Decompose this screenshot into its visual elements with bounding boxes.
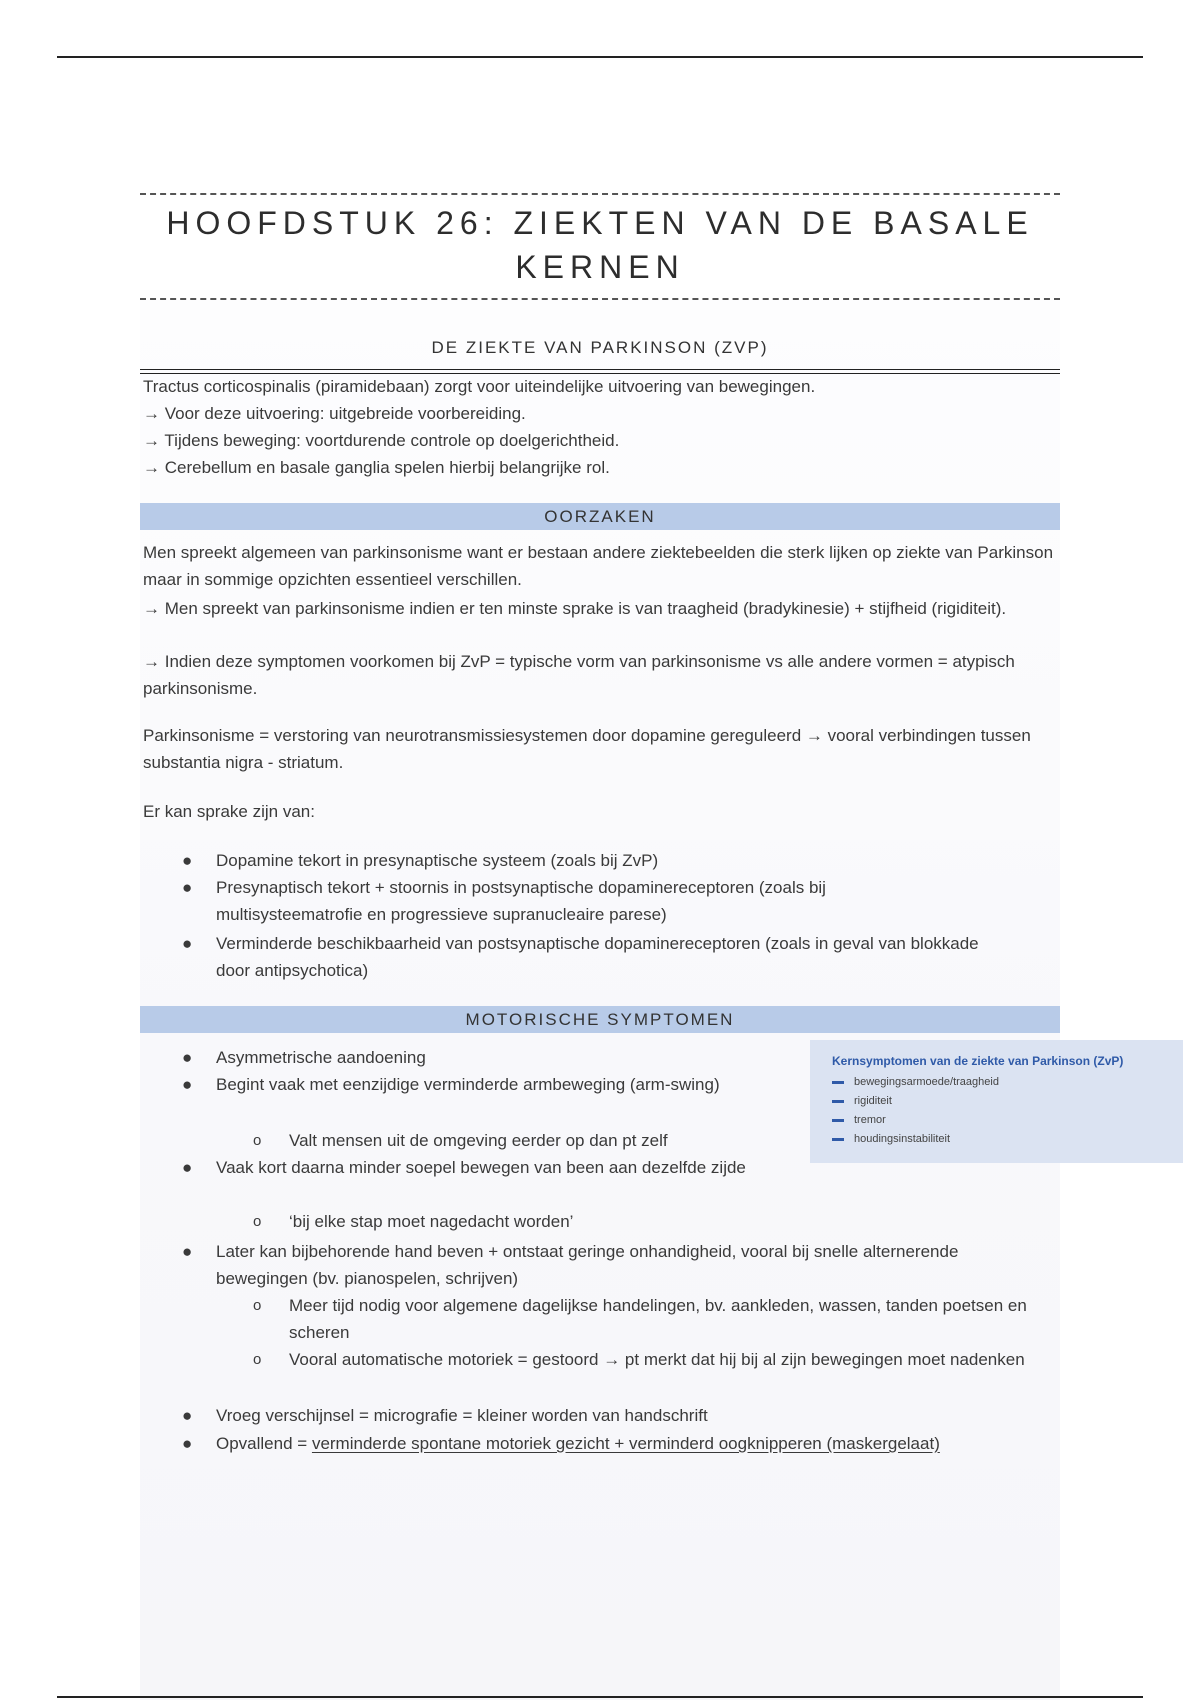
oorzaken-paragraph-5: Er kan sprake zijn van: xyxy=(143,802,315,821)
oorzaken-bullet-2: Presynaptisch tekort + stoornis in postsynaptische dopaminereceptoren (zoals bij multisysteematrofie en progressieve supranucleaire parese) xyxy=(216,878,826,924)
bullet-dot: ● xyxy=(182,1048,193,1067)
motor-bullet-5: Vroeg verschijnsel = micrografie = kleiner worden van handschrift xyxy=(216,1406,708,1425)
motor-bullet-2-sub: Valt mensen uit de omgeving eerder op dan pt zelf xyxy=(289,1131,668,1150)
intro-line-2: → Voor deze uitvoering: uitgebreide voorbereiding. xyxy=(143,404,526,423)
bullet-dot: ● xyxy=(182,1158,193,1177)
bullet-dot: ● xyxy=(182,1434,193,1453)
bullet-dot: ● xyxy=(182,934,193,953)
sub-bullet-circle: o xyxy=(253,1132,262,1149)
motorische-symptomen-heading: MOTORISCHE SYMPTOMEN xyxy=(140,1006,1060,1033)
bottom-rule xyxy=(57,1696,1143,1698)
section-heading: DE ZIEKTE VAN PARKINSON (ZVP) xyxy=(431,338,769,357)
sub-bullet-circle: o xyxy=(253,1351,262,1368)
top-rule xyxy=(57,56,1143,58)
intro-line-1: Tractus corticospinalis (piramidebaan) zorgt voor uiteindelijke uitvoering van bewegingen. xyxy=(143,377,816,396)
kernsymptomen-item xyxy=(832,1133,950,1145)
motor-bullet-3: Vaak kort daarna minder soepel bewegen van been aan dezelfde zijde xyxy=(216,1158,746,1177)
bullet-dot: ● xyxy=(182,1242,193,1261)
motor-bullet-4-sub-2: Vooral automatische motoriek = gestoord → pt merkt dat hij bij al zijn bewegingen moet nadenken xyxy=(289,1350,1025,1369)
title-block xyxy=(140,193,1060,300)
oorzaken-heading: OORZAKEN xyxy=(140,503,1060,530)
oorzaken-paragraph-4: Parkinsonisme = verstoring van neurotransmissiesystemen door dopamine gereguleerd → vooral verbindingen tussen substantia nigra - striatum. xyxy=(143,726,1031,772)
motor-bullet-6 xyxy=(216,1430,1056,1457)
kernsymptomen-item xyxy=(832,1076,999,1088)
oorzaken-paragraph-1: Men spreekt algemeen van parkinsonisme want er bestaan andere ziektebeelden die sterk lijken op ziekte van Parkinson maar in sommige opzichten essentieel verschillen. xyxy=(143,543,1054,589)
dash-icon xyxy=(832,1138,844,1141)
intro-line-3: → Tijdens beweging: voortdurende controle op doelgerichtheid. xyxy=(143,431,620,450)
bullet-dot: ● xyxy=(182,1406,193,1425)
dash-icon xyxy=(832,1119,844,1122)
oorzaken-bullet-1: Dopamine tekort in presynaptische systeem (zoals bij ZvP) xyxy=(216,851,659,870)
motor-bullet-4-sub-1: Meer tijd nodig voor algemene dagelijkse handelingen, bv. aankleden, wassen, tanden poetsen en scheren xyxy=(289,1296,1027,1342)
sub-bullet-circle: o xyxy=(253,1213,262,1230)
bullet-dot: ● xyxy=(182,878,193,897)
kernsymptomen-item-label: tremor xyxy=(854,1114,886,1126)
kernsymptomen-item-label: bewegingsarmoede/traagheid xyxy=(854,1076,999,1088)
sub-bullet-circle: o xyxy=(253,1297,262,1314)
kernsymptomen-title: Kernsymptomen van de ziekte van Parkinson (ZvP) xyxy=(832,1054,1124,1068)
motor-bullet-3-sub: ‘bij elke stap moet nagedacht worden’ xyxy=(289,1212,574,1231)
motor-bullet-1: Asymmetrische aandoening xyxy=(216,1048,426,1067)
dash-icon xyxy=(832,1100,844,1103)
motor-bullet-2: Begint vaak met eenzijdige verminderde armbeweging (arm-swing) xyxy=(216,1075,720,1094)
intro-line-4: → Cerebellum en basale ganglia spelen hierbij belangrijke rol. xyxy=(143,458,610,477)
kernsymptomen-item xyxy=(832,1095,892,1107)
kernsymptomen-box xyxy=(810,1040,1183,1163)
kernsymptomen-item xyxy=(832,1114,886,1126)
kernsymptomen-item-label: rigiditeit xyxy=(854,1095,892,1107)
oorzaken-paragraph-3: → Indien deze symptomen voorkomen bij ZvP = typische vorm van parkinsonisme vs alle andere vormen = atypisch parkinsonisme. xyxy=(143,652,1015,698)
dash-icon xyxy=(832,1081,844,1084)
kernsymptomen-item-label: houdingsinstabiliteit xyxy=(854,1133,951,1145)
motor-bullet-6-prefix: Opvallend = xyxy=(216,1434,312,1453)
oorzaken-paragraph-2: → Men spreekt van parkinsonisme indien er ten minste sprake is van traagheid (bradykinesie) + stijfheid (rigiditeit). xyxy=(143,599,1007,618)
bullet-dot: ● xyxy=(182,851,193,870)
bullet-dot: ● xyxy=(182,1075,193,1094)
oorzaken-bullet-3: Verminderde beschikbaarheid van postsynaptische dopaminereceptoren (zoals in geval van blokkade door antipsychotica) xyxy=(216,934,979,980)
motor-bullet-6-underlined: verminderde spontane motoriek gezicht + verminderd oogknipperen (maskergelaat) xyxy=(311,1434,940,1453)
page-title: HOOFDSTUK 26: ZIEKTEN VAN DE BASALE KERNEN xyxy=(166,205,1034,285)
motor-bullet-4: Later kan bijbehorende hand beven + ontstaat geringe onhandigheid, vooral bij snelle alternerende bewegingen (bv. pianospelen, schrijven) xyxy=(216,1242,959,1288)
